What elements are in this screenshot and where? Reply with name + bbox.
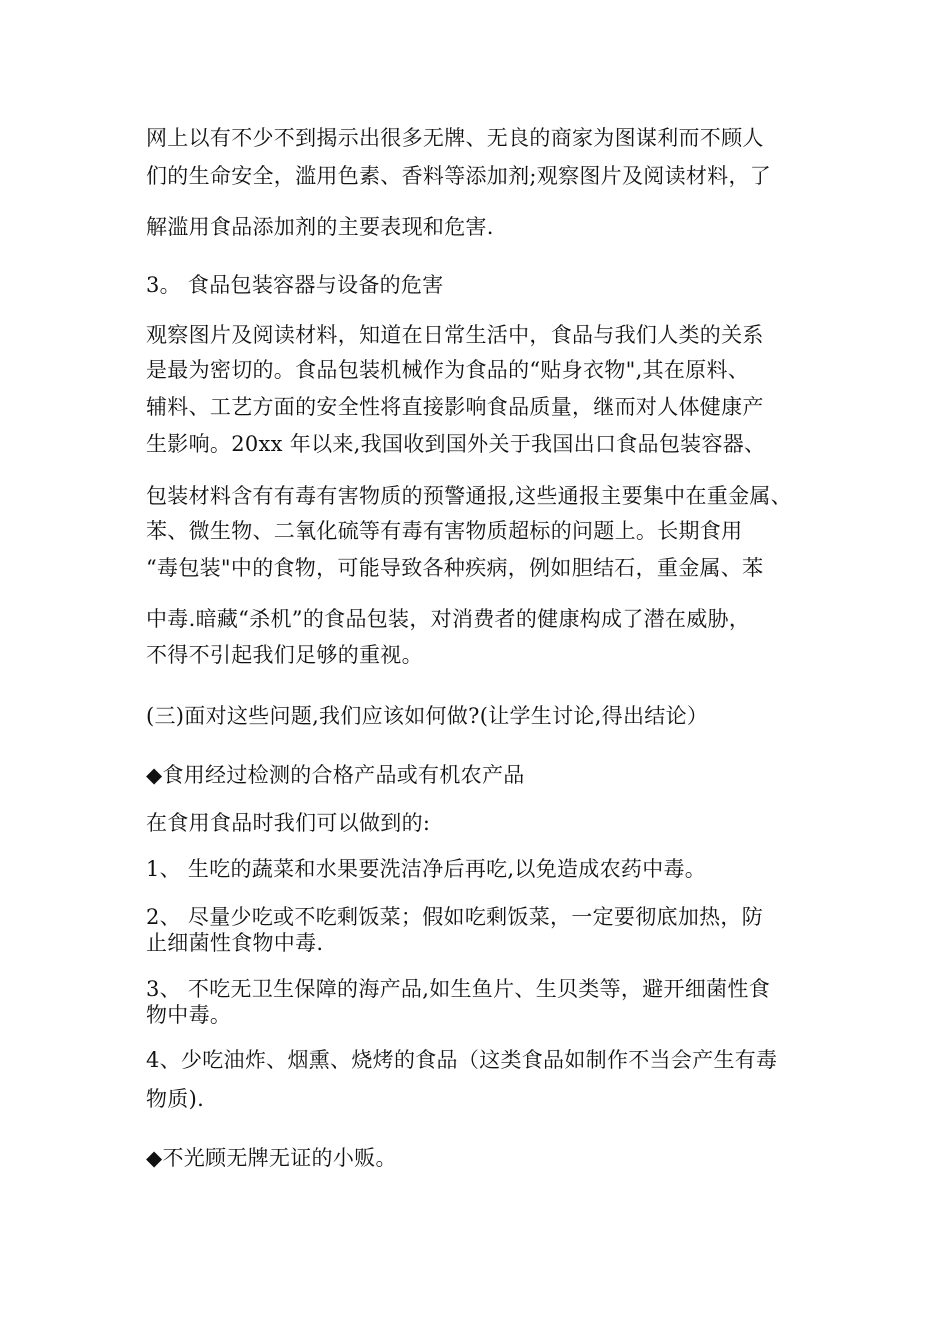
paragraph-line: 观察图片及阅读材料，知道在日常生活中，食品与我们人类的关系	[146, 323, 764, 347]
list-item: 1、 生吃的蔬菜和水果要洗洁净后再吃,以免造成农药中毒。	[146, 857, 707, 881]
paragraph-line: “毒包装"中的食物，可能导致各种疾病，例如胆结石，重金属、苯	[146, 556, 764, 580]
paragraph-line: 们的生命安全，滥用色素、香料等添加剂;观察图片及阅读材料，了	[146, 164, 772, 188]
list-item-continuation: 止细菌性食物中毒.	[146, 931, 324, 955]
bullet-item: ◆食用经过检测的合格产品或有机农产品	[146, 763, 525, 787]
list-item: 2、 尽量少吃或不吃剩饭菜；假如吃剩饭菜，一定要彻底加热，防	[146, 905, 764, 929]
section-heading: (三)面对这些问题,我们应该如何做?(让学生讨论,得出结论）	[146, 704, 709, 728]
paragraph-line: 不得不引起我们足够的重视。	[146, 643, 423, 667]
section-heading: 3。 食品包装容器与设备的危害	[146, 273, 444, 297]
list-item-continuation: 物中毒。	[146, 1003, 232, 1027]
bullet-item: ◆不光顾无牌无证的小贩。	[146, 1146, 397, 1170]
paragraph-line: 苯、微生物、二氧化硫等有毒有害物质超标的问题上。长期食用	[146, 519, 743, 543]
paragraph-line: 是最为密切的。食品包装机械作为食品的“贴身衣物",其在原料、	[146, 358, 750, 382]
paragraph-line: 生影响。20xx 年以来,我国收到国外关于我国出口食品包装容器、	[146, 432, 766, 456]
list-item: 3、 不吃无卫生保障的海产品,如生鱼片、生贝类等，避开细菌性食	[146, 977, 771, 1001]
paragraph-line: 网上以有不少不到揭示出很多无牌、无良的商家为图谋利而不顾人	[146, 126, 764, 150]
paragraph-line: 在食用食品时我们可以做到的:	[146, 811, 431, 835]
paragraph-line: 包装材料含有有毒有害物质的预警通报,这些通报主要集中在重金属、	[146, 484, 792, 508]
paragraph-line: 中毒.暗藏“杀机”的食品包装，对消费者的健康构成了潜在威胁，	[146, 607, 751, 631]
paragraph-line: 辅料、工艺方面的安全性将直接影响食品质量，继而对人体健康产	[146, 395, 764, 419]
list-item: 4、少吃油炸、烟熏、烧烤的食品（这类食品如制作不当会产生有毒	[146, 1048, 778, 1072]
list-item-continuation: 物质).	[146, 1087, 205, 1111]
paragraph-line: 解滥用食品添加剂的主要表现和危害.	[146, 215, 494, 239]
